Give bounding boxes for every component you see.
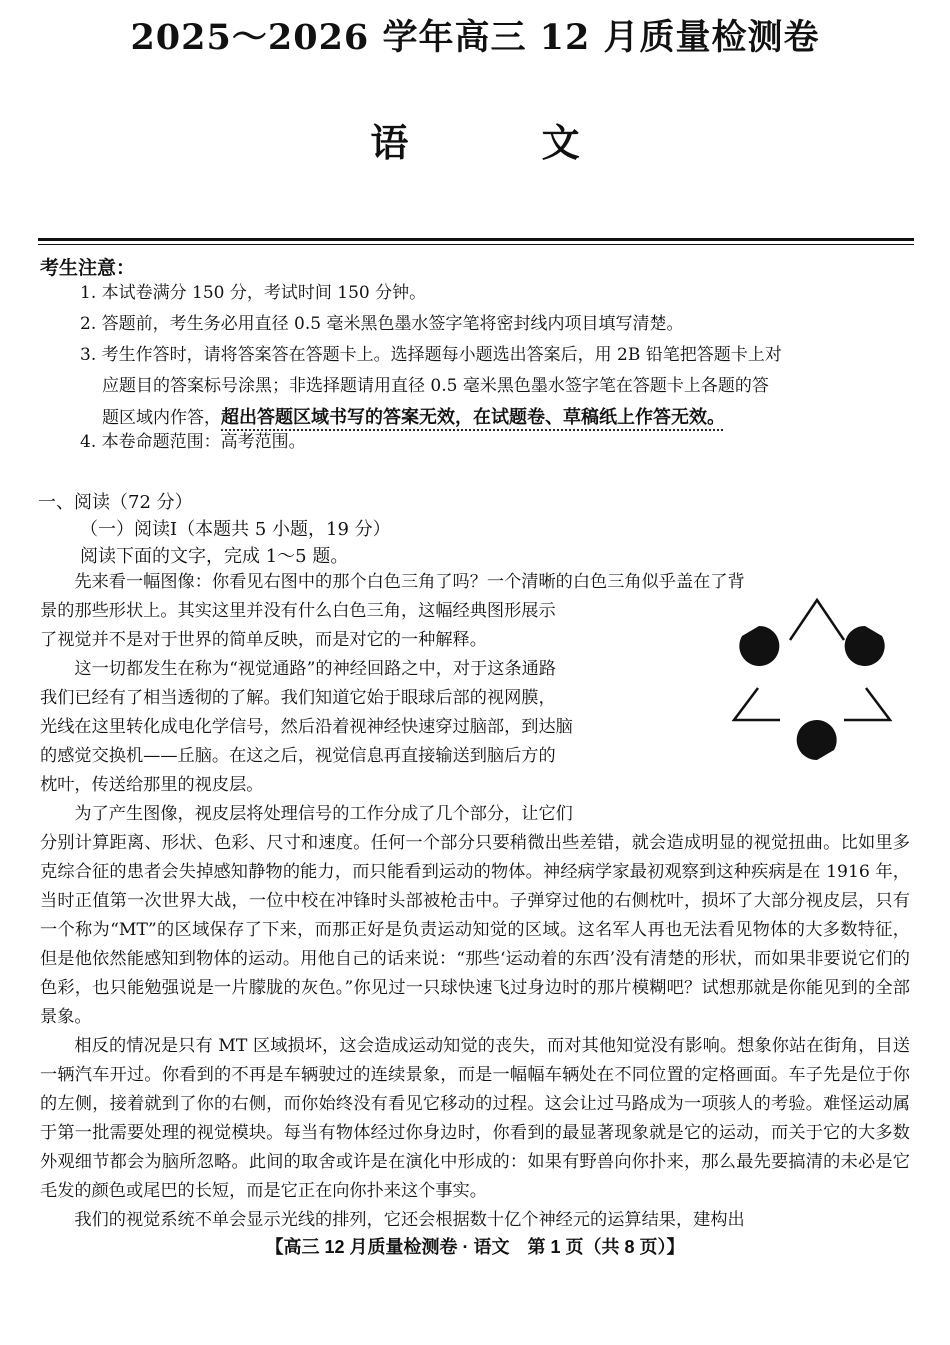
- notice-item-3-text: 题区域内作答，: [102, 408, 221, 428]
- reading-instruction: 阅读下面的文字，完成 1～5 题。: [80, 546, 349, 567]
- passage-main-block: [40, 829, 910, 1235]
- notice-item-2: 2. 答题前，考生务必用直径 0.5 毫米黑色墨水签字笔将密封线内项目填写清楚。: [80, 314, 684, 334]
- outline-left-vertex: [734, 688, 780, 720]
- paragraph-3-rest: 分别计算距离、形状、色彩、尺寸和速度。任何一个部分只要稍微出些差错，就会造成明显的视觉扭曲。比如里多克综合征的患者会失掉感知静物的能力，而只能看到运动的物体。神经病学家最初观察到这种疾病是在 1916 年，当时正值第一次世界大战，一位中校在冲锋时头部被枪击中。子弹穿过他的右侧枕叶，损坏了大部分视皮层，只有一个称为“MT”的区域保存了下来，而那正好是负责运动知觉的区域。这名军人再也无法看见物体的大多数特征，但是他依然能感知到物体的运动。用他自己的话来说：“那些‘运动着的东西’没有清楚的形状，而如果非要说它们的色彩，也只能勉强说是一片朦胧的灰色。”你见过一只球快速飞过身边时的那片模糊吧？试想那就是你能见到的全部景象。: [40, 833, 910, 1027]
- paragraph-3-line-1: 为了产生图像，视皮层将处理信号的工作分成了几个部分，让它们: [74, 804, 573, 824]
- section-heading: 一、阅读（72 分）: [38, 492, 193, 513]
- notice-item-4: 4. 本卷命题范围：高考范围。: [80, 432, 306, 452]
- notice-title: 考生注意：: [40, 257, 136, 279]
- paragraph-1-line-2: 景的那些形状上。其实这里并没有什么白色三角，这幅经典图形展示: [40, 601, 556, 621]
- kanizsa-triangle-figure: [712, 588, 922, 793]
- paragraph-1-line-1: 先来看一幅图像：你看见右图中的那个白色三角了吗？一个清晰的白色三角似乎盖在了背: [74, 572, 745, 592]
- paragraph-5: 我们的视觉系统不单会显示光线的排列，它还会根据数十亿个神经元的运算结果，建构出: [74, 1210, 745, 1230]
- exam-title: 2025～2026 学年高三 12 月质量检测卷: [130, 17, 820, 58]
- paragraph-2-line-2: 我们已经有了相当透彻的了解。我们知道它始于眼球后部的视网膜，: [40, 688, 556, 708]
- paragraph-2-line-4: 的感觉交换机——丘脑。在这之后，视觉信息再直接输送到脑后方的: [40, 746, 556, 766]
- pacman-left: [739, 626, 779, 666]
- notice-item-3: [80, 340, 920, 434]
- pacman-right: [845, 626, 885, 666]
- subsection-heading: （一）阅读Ⅰ（本题共 5 小题，19 分）: [80, 519, 391, 540]
- notice-item-3-line2: 应题目的答案标号涂黑；非选择题请用直径 0.5 毫米黑色墨水签字笔在答题卡上各题的答: [102, 376, 769, 396]
- divider-thin: [38, 244, 914, 245]
- paragraph-1-line-3: 了视觉并不是对于世界的简单反映，而是对它的一种解释。: [40, 630, 487, 650]
- outline-top-vertex: [790, 600, 844, 640]
- outline-right-vertex: [844, 688, 890, 720]
- notice-item-1: 1. 本试卷满分 150 分，考试时间 150 分钟。: [80, 283, 427, 303]
- paragraph-2-line-1: 这一切都发生在称为“视觉通路”的神经回路之中，对于这条通路: [74, 659, 557, 679]
- passage-wrap-block: [40, 597, 700, 829]
- notice-emphasis: 超出答题区域书写的答案无效，在试题卷、草稿纸上作答无效。: [221, 407, 725, 427]
- paragraph-4: 相反的情况是只有 MT 区域损坏，这会造成运动知觉的丧失，而对其他知觉没有影响。想象你站在街角，目送一辆汽车开过。你看到的不再是车辆驶过的连续景象，而是一幅幅车辆处在不同位置的定格画面。车子先是位于你的左侧，接着就到了你的右侧，而你始终没有看见它移动的过程。这会让过马路成为一项骇人的考验。难怪运动属于第一批需要处理的视觉模块。每当有物体经过你身边时，你看到的最显著现象就是它的运动，而关于它的大多数外观细节都会为脑所忽略。此间的取舍或许是在演化中形成的：如果有野兽向你扑来，那么最先要搞清的未必是它毛发的颜色或尾巴的长短，而是它正在向你扑来这个事实。: [40, 1036, 910, 1201]
- notice-item-3-line1: 3. 考生作答时，请将答案答在答题卡上。选择题每小题选出答案后，用 2B 铅笔把答题卡上对: [80, 345, 782, 365]
- divider-thick: [38, 238, 914, 241]
- pacman-bottom: [797, 720, 837, 760]
- subject-title: 语 文: [370, 120, 640, 165]
- paragraph-2-line-5: 枕叶，传送给那里的视皮层。: [40, 775, 264, 795]
- page-footer: 【高三 12 月质量检测卷 · 语文 第 1 页（共 8 页）】: [265, 1237, 685, 1257]
- paragraph-2-line-3: 光线在这里转化成电化学信号，然后沿着视神经快速穿过脑部，到达脑: [40, 717, 573, 737]
